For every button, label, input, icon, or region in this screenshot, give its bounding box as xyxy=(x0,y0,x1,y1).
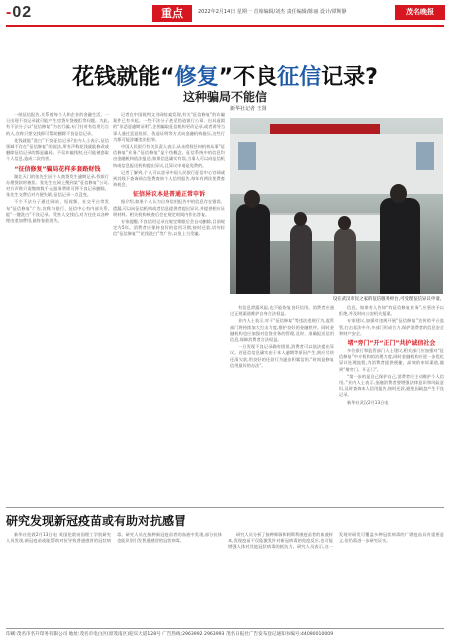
paragraph: 记者在中国裁判文书网检索发现,有关“征信修复”的诈骗案件已有多起。一些不法分子甚至伪造银行公章、出具虚假的“非恶意逾期证明”,企图骗取征信机构更改记录,或者诱导当事人通过恶意投诉、伪造证明等方式向金融机构施压,这些行为都可能涉嫌违法犯罪。 xyxy=(113,112,225,142)
paragraph: 不少不法分子通过网站、短视频、社交平台等发布“征信修复”广告,宣称与银行、征信中心有内部关系,能“一键洗白”不良记录。受害人交钱后,对方往往以各种理由追加费用,最终卷款消失。 xyxy=(6,199,109,224)
paragraph: 专家提醒,不良信用记录在规定期限后会自动删除,目前规定为5年。消费者应保持良好的信用习惯,按时还款,切勿轻信“征信修复”“花钱洗白”等广告,以免上当受骗。 xyxy=(113,219,225,237)
page-footer: 印刷:茂名市名升印务有限公司 地址:茂名市电白区(原茂南区)迎宾大道128号 广告热线:2963992 2963993 茂名日报社广告发布登记通知书编号:44090010009 xyxy=(6,628,444,637)
newspaper-logo: 茂名晚报 xyxy=(395,5,445,20)
section-subheading: 堵“旁门”开“正门”共护诚信社会 xyxy=(347,340,436,348)
paragraph: 一纸征信报告,关系着每个人和企业的金融生活。一旦出现不良记录就可能产生房贷车贷被拒等问题。为此,有不法分子以“征信修复”为名行骗,专门针对有信用污点的人,宣称只要交钱即可帮助删除不良征信记录。 xyxy=(6,112,109,136)
section-subheading: 征信异议本是普通正常申诉 xyxy=(132,191,205,199)
page-header xyxy=(0,0,450,26)
section-subheading: “征信修复”骗局花样多套路财钱 xyxy=(14,165,101,173)
article-column-2 xyxy=(113,112,225,504)
issue-info: 2022年2月14日 星期一 首席编辑/刘杰 责任编辑/陈丽 设计/谭斯静 xyxy=(198,9,347,15)
news-photo xyxy=(230,118,443,294)
byline: 新华社记者 王贤 xyxy=(230,106,267,112)
section-label: 重点 xyxy=(152,5,192,22)
article-column-3 xyxy=(230,305,334,503)
paragraph: 新华社伦敦2月13日电 英国伦敦帝国理工学院研究人员发现,新冠疫苗或能帮助对抗导致普通感冒的冠状病毒。研究人员在接种新冠疫苗者的血液中发现,部分抗体也能识别引发普通感冒的冠状病毒。 xyxy=(6,532,222,544)
paragraph: 多位银行和监管部门人士建议,相关部门应加强对“征信修复”中介机构的治理力度,同时金融机构应进一步优化异议处理流程,为消费者提供便捷、高效的申诉渠道,做到“堵旁门、开正门”。 xyxy=(339,348,444,372)
second-article-body xyxy=(6,532,444,624)
paragraph: 记者了解到,个人可以登录中国人民银行征信中心官网或到其线下查询网点免费查询个人信用报告,每年有两次免费查询机会。 xyxy=(113,169,225,188)
photo-caption: 设在武汉市民之家的征信服务柜台,可受理征信异议申请。 xyxy=(332,297,444,302)
second-article-headline: 研究发现新冠疫苗或有助对抗感冒 xyxy=(6,514,187,528)
paragraph: 湖北天门的张先生因个人商贷发生逾期记录,找银行办理贷款时被拒。张先生在网上搜到某“征信修复”公司,对方声称只需缴纳数千元服务费即可将不良记录删除。张先生交费后对方便失联,征信记录一点没变。 xyxy=(6,173,109,198)
paragraph: 研究人员分析了接种辉瑞和阿斯利康疫苗者的血液样本,发现疫苗不仅能激发针对新冠病毒的免疫反应,也可能增强人体对其他冠状病毒的抵抗力。研究人员表示,这一发现对研发可覆盖多种冠状病毒的广谱疫苗具有重要意义,但仍需进一步研究证实。 xyxy=(228,532,444,550)
paragraph: “第一步的是自己保护自己,消费者应主动维护个人信用。”业内人士表示,金融消费者要增强法律意识和风险意识,及时查询本人信用报告,按时还款,避免因疏忽产生不良记录。 xyxy=(339,373,444,398)
page-number: -02 xyxy=(6,4,33,21)
paragraph: 新华社武汉2月13日电 xyxy=(347,399,389,405)
paragraph: 一旦发现不良记录确有错误,消费者可以依法提出异议。若征信信息确实由于本人逾期等原因产生,则应尽快还清欠款,用良好的还款行为逐步积累信用,“时间是修复信用最好的办法”。 xyxy=(230,344,334,368)
article-subtitle: 这种骗局不能信 xyxy=(182,90,267,104)
paragraph: 业内人士表示,对于“征信修复”等违法违规行为,监管部门将持续加大打击力度,维护良好的金融秩序。同时金融机构也应加强对信贷业务的管理,及时、准确报送信用信息,保障消费者合法权益。 xyxy=(230,318,334,343)
article-column-4 xyxy=(339,305,444,503)
paragraph: 中国人民银行有关负责人表示,从未授权任何机构从事“征信修复”业务,“征信修复”是个伪概念。征信系统中的信息均由金融机构依法报送,如果信息确实有误,当事人可以向征信机构或信息报送机构提出异议,且异议申请是免费的。 xyxy=(113,144,225,168)
paragraph: 信息。如果有人告知“有征信修复业务”,应坚决予以拒绝,并及时向公安机关报案。 xyxy=(339,305,444,317)
paragraph: 专家建议,加强对违规开展“征信修复”宣传的平台监管,打击非法中介,多部门形成合力,保护消费者的信息安全和财产安全。 xyxy=(339,318,444,336)
paragraph: 有信息泄露风险,也不能恢复良好信用。消费者应通过正规渠道维护自身合法权益。 xyxy=(230,305,334,317)
paragraph: 花钱就能“洗白”不良征信记录?业内人士表示,征信领域不存在“征信修复”的说法,所有声称花钱就能修改或删除征信记录的都是骗局。不仅诈骗钱财,还可能被套取个人信息,造成二次伤害。 xyxy=(6,137,109,162)
paragraph: 据介绍,如果个人认为自身信用报告中的信息存在错误、遗漏,可以向征信机构或者信息提供者提出异议,并提供相应证明材料。相关机构核查后会在规定时间内作出答复。 xyxy=(113,199,225,217)
article-column-1 xyxy=(6,112,109,504)
header-divider xyxy=(6,25,444,27)
article-divider xyxy=(6,507,444,508)
article-headline: 花钱就能“修复”不良征信记录? xyxy=(72,65,378,90)
